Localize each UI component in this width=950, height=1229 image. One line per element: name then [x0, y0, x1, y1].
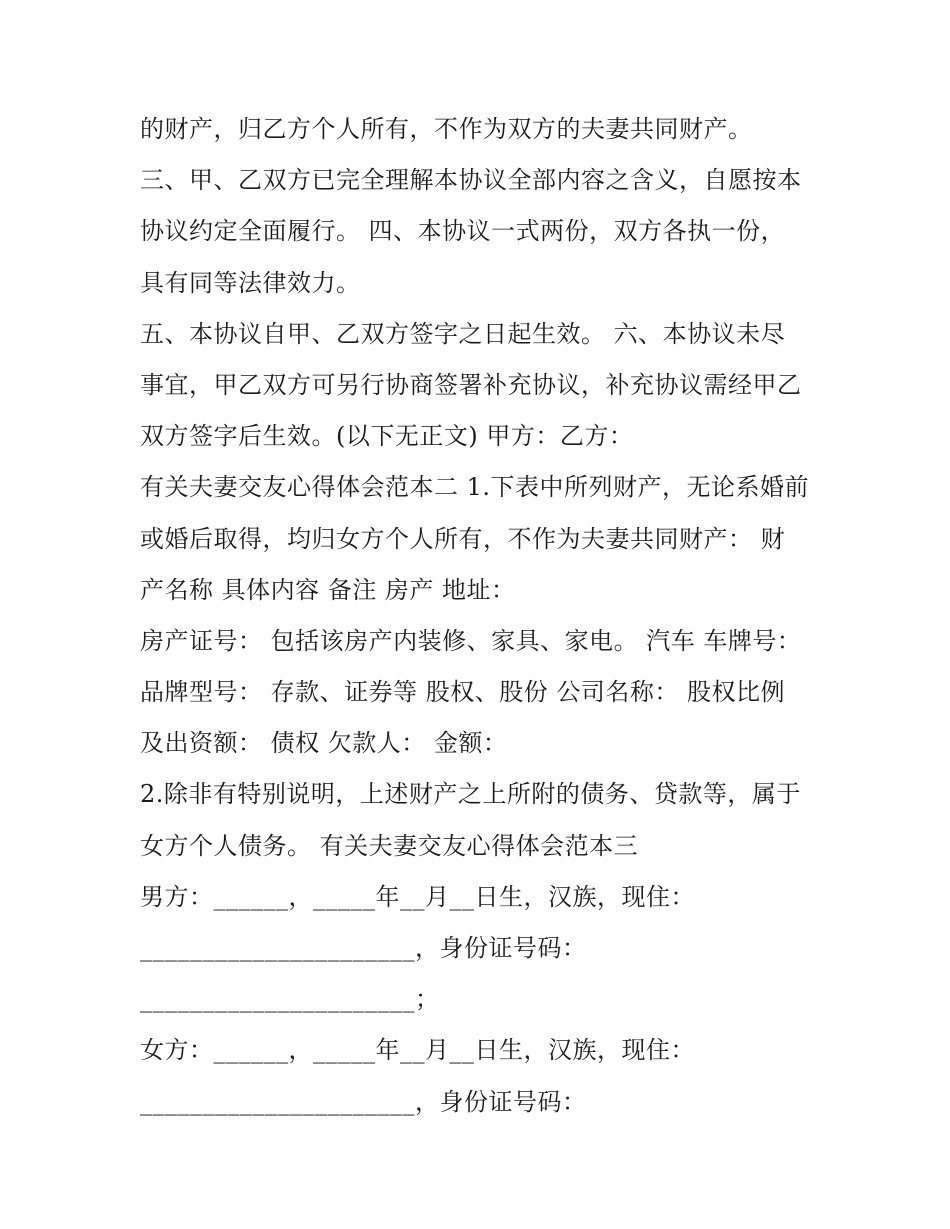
text-line: ______________________； — [140, 985, 440, 1014]
text-line: 事宜，甲乙双方可另行协商签署补充协议，补充协议需经甲乙 — [140, 370, 802, 399]
text-line: 及出资额： 债权 欠款人： 金额： — [140, 729, 508, 758]
text-line: 具有同等法律效力。 — [140, 268, 361, 297]
text-line: 女方：______，_____年__月__日生，汉族，现住： — [140, 1036, 695, 1065]
text-line: 房产证号： 包括该房产内装修、家具、家电。 汽车 车牌号： — [140, 626, 802, 655]
text-line: 双方签字后生效。(以下无正文) 甲方：乙方： — [140, 422, 634, 451]
text-line: 五、本协议自甲、乙双方签字之日起生效。 六、本协议未尽 — [140, 319, 786, 348]
text-line: 男方：______，_____年__月__日生，汉族，现住： — [140, 882, 695, 911]
text-line: 品牌型号： 存款、证券等 股权、股份 公司名称： 股权比例 — [140, 678, 786, 707]
text-line: 2.除非有特别说明，上述财产之上所附的债务、贷款等，属于 — [140, 780, 801, 809]
document-body — [140, 104, 830, 1128]
text-line: 有关夫妻交友心得体会范本二 1.下表中所列财产，无论系婚前 — [140, 473, 810, 502]
text-line: 产名称 具体内容 备注 房产 地址： — [140, 575, 516, 604]
text-line: 协议约定全面履行。 四、本协议一式两份，双方各执一份， — [140, 217, 786, 246]
text-line: 女方个人债务。 有关夫妻交友心得体会范本三 — [140, 831, 639, 860]
text-line: ______________________，身份证号码： — [140, 934, 587, 962]
text-line: 或婚后取得，均归女方个人所有，不作为夫妻共同财产： 财 — [140, 524, 786, 553]
text-line: ______________________，身份证号码： — [140, 1087, 587, 1116]
text-line: 三、甲、乙双方已完全理解本协议全部内容之含义，自愿按本 — [140, 166, 802, 195]
text-line: 的财产，归乙方个人所有，不作为双方的夫妻共同财产。 — [140, 115, 753, 143]
